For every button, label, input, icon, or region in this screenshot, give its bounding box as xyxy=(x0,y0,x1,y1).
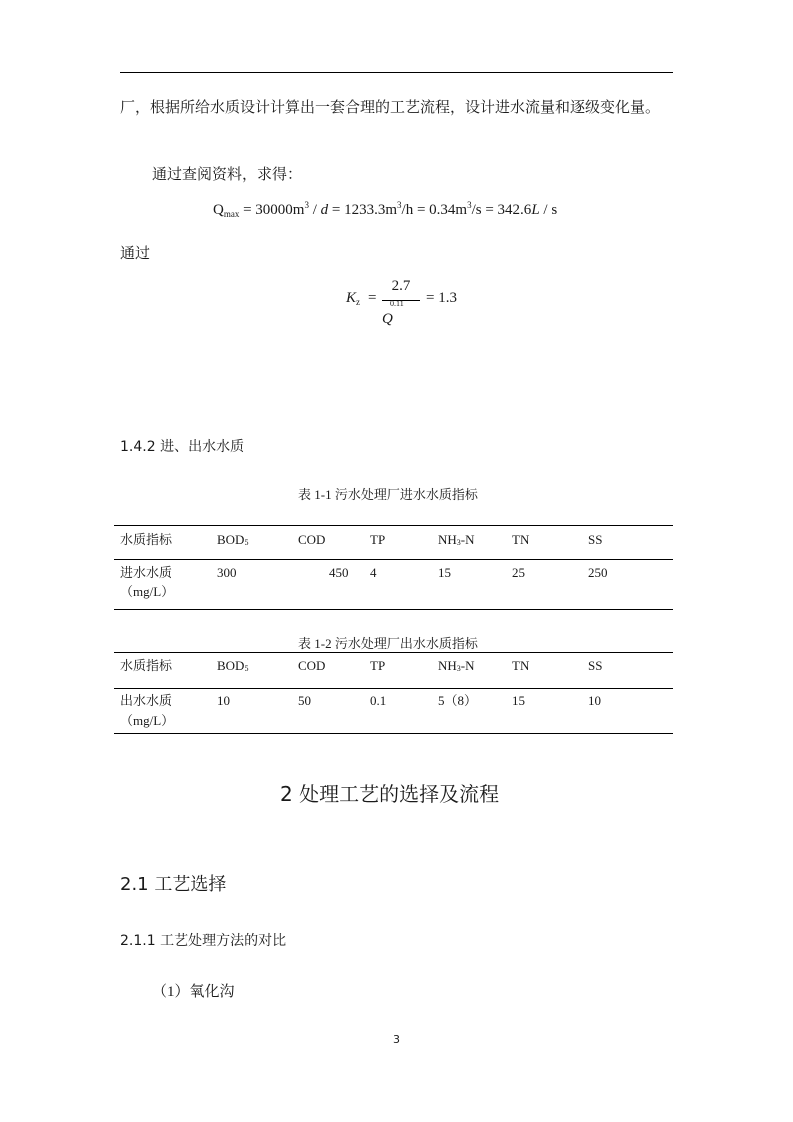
eq1-part-3: = 1233.3m xyxy=(328,202,398,218)
table2-header-indicator: 水质指标 xyxy=(120,658,173,673)
eq1-part-1: = 30000m xyxy=(239,202,305,218)
table1-header-nh3n xyxy=(438,530,475,553)
table2-value-tn: 15 xyxy=(512,693,525,708)
eq1-sup-3: 3 xyxy=(467,200,472,210)
nh-text: NH xyxy=(438,658,457,673)
table1-header-tn: TN xyxy=(512,532,530,547)
eq1-L: L xyxy=(531,202,540,218)
flow-equation xyxy=(213,200,557,219)
table1-value-tn: 25 xyxy=(512,565,525,580)
table2-header-bod xyxy=(217,656,248,679)
table2-row-unit: （mg/L） xyxy=(120,713,175,728)
eq1-part-4: /h = 0.34m xyxy=(401,202,468,218)
k-symbol: K xyxy=(346,290,357,306)
eq2-result: = 1.3 xyxy=(426,290,457,306)
table2-value-ss: 10 xyxy=(588,693,601,708)
eq1-sup-1: 3 xyxy=(304,200,309,210)
nh-tail: -N xyxy=(460,532,475,547)
table1-value-cod: 450 xyxy=(329,565,349,580)
table1-header-indicator: 水质指标 xyxy=(120,532,173,547)
table2-top-rule xyxy=(114,652,673,653)
nh-sub: 3 xyxy=(456,664,461,673)
table2-mid-rule xyxy=(114,688,673,689)
table1-header-bod xyxy=(217,530,248,553)
eq2-den-q: Q xyxy=(382,311,393,327)
bod-text: BOD xyxy=(217,532,245,547)
table1-row-label: 进水水质 xyxy=(120,565,173,580)
eq2-den-exponent: 0.11 xyxy=(390,299,404,308)
k-subscript: z xyxy=(356,297,361,307)
eq2-equals: = xyxy=(368,290,377,306)
table2-header-cod: COD xyxy=(298,658,326,673)
table1-value-nh3n: 15 xyxy=(438,565,451,580)
section-2-1-1-heading: 2.1.1 工艺处理方法的对比 xyxy=(120,933,287,949)
nh-tail: -N xyxy=(460,658,475,673)
table1-row-unit: （mg/L） xyxy=(120,584,175,599)
intro-paragraph: 厂，根据所给水质设计计算出一套合理的工艺流程，设计进水流量和逐级变化量。 xyxy=(120,100,661,116)
via-paragraph: 通过 xyxy=(120,246,151,262)
table1-caption: 表 1-1 污水处理厂进水水质指标 xyxy=(298,487,478,502)
table2-header-ss: SS xyxy=(588,658,603,673)
table1-value-tp: 4 xyxy=(370,565,377,580)
section-2-1-heading: 2.1 工艺选择 xyxy=(120,874,227,895)
eq1-part-6: / s xyxy=(539,202,558,218)
eq1-d: d xyxy=(320,202,329,218)
nh-sub: 3 xyxy=(456,538,461,547)
bod-sub: 5 xyxy=(244,664,249,673)
table2-value-cod: 50 xyxy=(298,693,311,708)
q-subscript: max xyxy=(223,209,240,219)
table1-value-bod: 300 xyxy=(217,565,237,580)
page-number: 3 xyxy=(393,1033,400,1046)
table1-mid-rule xyxy=(114,559,673,560)
table1-value-ss: 250 xyxy=(588,565,608,580)
chapter-2-heading: 2 处理工艺的选择及流程 xyxy=(280,782,500,806)
table2-caption: 表 1-2 污水处理厂出水水质指标 xyxy=(298,636,478,651)
table1-header-ss: SS xyxy=(588,532,603,547)
table2-value-tp: 0.1 xyxy=(370,693,387,708)
list-item-oxidation-ditch: （1）氧化沟 xyxy=(152,984,235,1000)
table2-bottom-rule xyxy=(114,733,673,734)
table2-header-nh3n xyxy=(438,656,475,679)
eq1-part-5: /s = 342.6 xyxy=(471,202,532,218)
lookup-paragraph: 通过查阅资料，求得： xyxy=(152,167,303,183)
table2-header-tp: TP xyxy=(370,658,386,673)
bod-sub: 5 xyxy=(244,538,249,547)
table2-value-bod: 10 xyxy=(217,693,230,708)
table2-row-label: 出水水质 xyxy=(120,693,173,708)
eq1-part-2: / xyxy=(308,202,321,218)
section-1-4-2-heading: 1.4.2 进、出水水质 xyxy=(120,439,245,455)
table2-value-nh3n: 5（8） xyxy=(438,693,478,708)
eq1-sup-2: 3 xyxy=(397,200,402,210)
bod-text: BOD xyxy=(217,658,245,673)
table1-header-cod: COD xyxy=(298,532,326,547)
eq2-numerator: 2.7 xyxy=(391,278,411,294)
header-rule xyxy=(120,72,673,73)
q-symbol: Q xyxy=(213,202,224,218)
table1-bottom-rule xyxy=(114,609,673,610)
table1-header-tp: TP xyxy=(370,532,386,547)
table2-header-tn: TN xyxy=(512,658,530,673)
table1-top-rule xyxy=(114,525,673,526)
nh-text: NH xyxy=(438,532,457,547)
